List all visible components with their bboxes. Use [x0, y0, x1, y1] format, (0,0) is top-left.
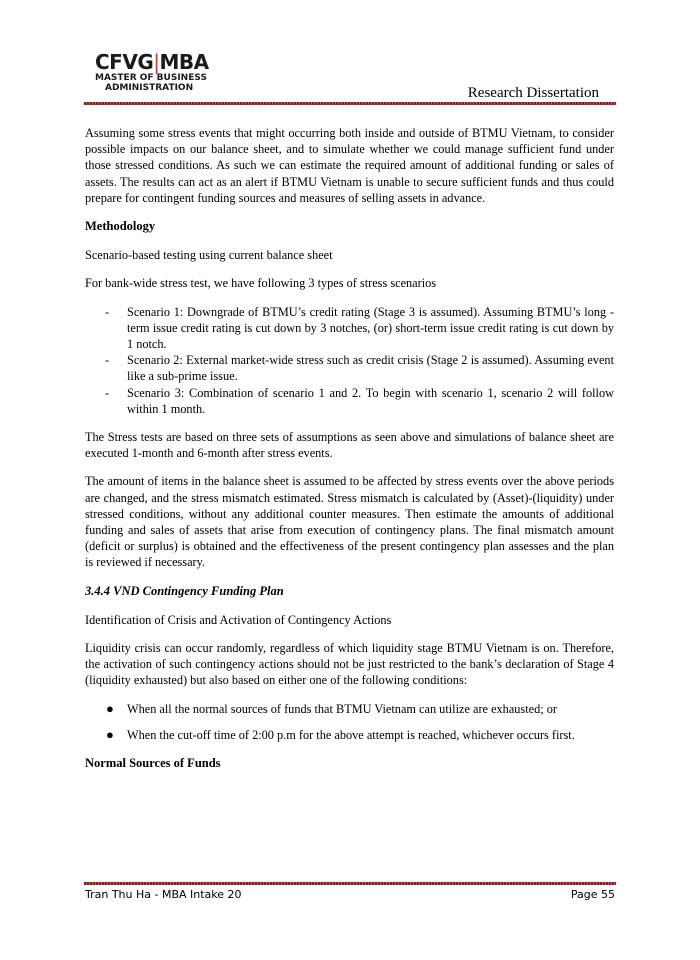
methodology-heading: Methodology	[85, 219, 156, 234]
scenario-list	[85, 304, 614, 417]
bullet-icon: ●	[106, 726, 114, 742]
bullet-icon: ●	[106, 700, 114, 716]
condition-text: When the cut-off time of 2:00 p.m for the above attempt is reached, whichever occurs first.	[127, 727, 575, 742]
condition-text: When all the normal sources of funds that BTMU Vietnam can utilize are exhausted; or	[127, 701, 557, 716]
header-title: Research Dissertation	[467, 85, 599, 101]
logo-product: MBA	[159, 50, 209, 74]
identification-paragraph: Identification of Crisis and Activation of Contingency Actions	[85, 612, 392, 627]
conditions-list	[85, 701, 614, 743]
footer-rule	[84, 882, 616, 885]
footer-author: Tran Thu Ha - MBA Intake 20	[85, 888, 242, 901]
normal-sources-heading: Normal Sources of Funds	[85, 756, 221, 771]
logo-line1: MASTER OF BUSINESS	[95, 73, 207, 83]
list-item: - Scenario 2: External market-wide stress such as credit crisis (Stage 2 is assumed). Assuming event like a sub-prime issue.	[85, 352, 614, 384]
list-item	[85, 727, 614, 743]
logo-brand: CFVG	[95, 50, 154, 74]
list-item	[85, 701, 614, 717]
intro-paragraph: Assuming some stress events that might occurring both inside and outside of BTMU Vietnam, to consider possible impacts on our balance sheet, and to simulate whether we could manage sufficient fund under those stressed conditions. As such we can estimate the required amount of additional funding or sales of assets. The results can act as an alert if BTMU Vietnam is unable to secure sufficient funds and thus could prepare for contingent funding sources and measures of selling assets in advance.	[85, 126, 614, 205]
logo-line2: ADMINISTRATION	[105, 83, 194, 93]
logo-wordmark	[95, 51, 215, 73]
section-heading: 3.4.4 VND Contingency Funding Plan	[85, 583, 284, 598]
stress-paragraph-2: The amount of items in the balance sheet is assumed to be affected by stress events over the above periods are changed, and the stress mismatch estimated. Stress mismatch is calculated by (Asset)-(liquidity) under stressed conditions, without any additional counter measures. Then estimate the amounts of additional funding and sales of assets that arise from execution of contingency plans. The final mismatch amount (deficit or surplus) is obtained and the effectiveness of the present contingency plan assesses and the plan is reviewed if necessary.	[85, 474, 614, 570]
page-number: Page 55	[570, 888, 615, 901]
cfvg-mba-logo	[95, 51, 215, 93]
list-item: - Scenario 3: Combination of scenario 1 and 2. To begin with scenario 1, scenario 2 will follow within 1 month.	[85, 385, 614, 417]
logo-separator: |	[153, 50, 160, 74]
methodology-paragraph-2: For bank-wide stress test, we have following 3 types of stress scenarios	[85, 276, 437, 291]
liquidity-paragraph: Liquidity crisis can occur randomly, regardless of which liquidity stage BTMU Vietnam is on. Therefore, the activation of such contingency actions should not be just restricted to the bank’s declaration of Stage 4 (liquidity exhausted) but also based on either one of the following conditions:	[85, 641, 614, 688]
header-rule	[84, 102, 616, 105]
document-body	[85, 125, 614, 784]
stress-paragraph-1: The Stress tests are based on three sets of assumptions as seen above and simulations of balance sheet are executed 1-month and 6-month after stress events.	[85, 430, 614, 461]
list-item: - Scenario 1: Downgrade of BTMU’s credit rating (Stage 3 is assumed). Assuming BTMU’s long -term issue credit rating is cut down by 3 notches, (or) short-term issue credit rating is cut down by 1 notch.	[85, 304, 614, 353]
methodology-paragraph-1: Scenario-based testing using current balance sheet	[85, 248, 333, 263]
